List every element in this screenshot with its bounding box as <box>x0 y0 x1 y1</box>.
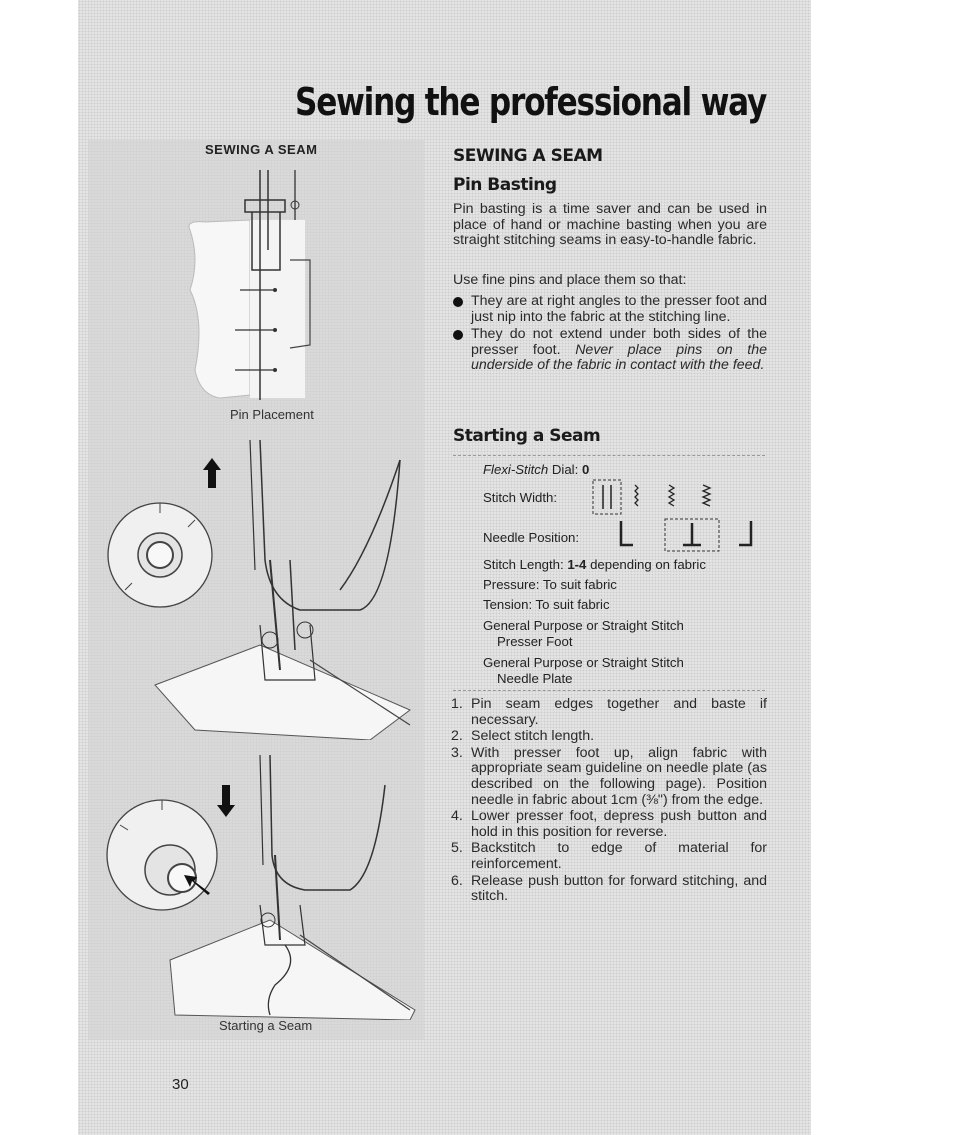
steps-list <box>451 697 767 906</box>
pin-basting-intro: Pin basting is a time saver and can be used in place of hand or machine basting when you are straight stitching seams in easy-to-handle fabric. <box>453 201 767 249</box>
pin-basting-heading: Pin Basting <box>453 175 557 195</box>
step-item: 2. Select stitch length. <box>451 728 595 745</box>
machine-foot-down-illustration <box>100 755 420 1020</box>
section-heading: SEWING A SEAM <box>453 146 603 166</box>
bullet-dot-icon <box>453 297 463 307</box>
machine-settings-box <box>453 455 767 691</box>
dial-setting: Flexi-Stitch Dial: 0 <box>483 462 590 477</box>
needle-plate-setting-line1: General Purpose or Straight Stitch <box>483 655 684 670</box>
needle-position-icons <box>613 517 763 553</box>
caption-starting-seam: Starting a Seam <box>219 1018 313 1033</box>
pin-basting-use-line: Use fine pins and place them so that: <box>453 272 687 288</box>
stitch-width-setting: Stitch Width: <box>483 490 558 505</box>
pin-basting-bullets <box>453 294 767 376</box>
bullet-item: They do not extend under both sides of the presser foot. Never place pins on the underside of the fabric in contact with the feed. <box>453 327 767 374</box>
page-title: Sewing the professional way <box>295 80 767 124</box>
illustration-heading: SEWING A SEAM <box>205 142 318 157</box>
needle-position-setting: Needle Position: <box>483 530 580 545</box>
presser-foot-setting-line1: General Purpose or Straight Stitch <box>483 618 684 633</box>
settings-bottom-rule <box>453 690 765 691</box>
step-item: 1. Pin seam edges together and baste if necessary. <box>451 696 767 728</box>
stitch-width-icons <box>591 477 766 517</box>
tension-setting: Tension: To suit fabric <box>483 597 610 612</box>
step-item: 3. With presser foot up, align fabric with appropriate seam guideline on needle plate (as described on the following page). Position needle in fabric about 1cm (⅜") from the edge. <box>451 744 767 808</box>
pin-placement-illustration <box>180 170 340 405</box>
bullet-dot-icon <box>453 330 463 340</box>
caption-pin-placement: Pin Placement <box>230 407 314 422</box>
bullet-italic-note: Never place pins on the underside of the fabric in contact with the feed. <box>471 341 767 374</box>
page-number: 30 <box>172 1076 189 1093</box>
starting-seam-heading: Starting a Seam <box>453 426 601 446</box>
step-item: 6. Release push button for forward stitching, and stitch. <box>451 872 767 905</box>
presser-foot-setting-line2: Presser Foot <box>497 634 573 649</box>
machine-foot-up-illustration <box>100 440 420 740</box>
pressure-setting: Pressure: To suit fabric <box>483 577 617 592</box>
bullet-item: They are at right angles to the presser foot and just nip into the fabric at the stitching line. <box>453 294 767 325</box>
step-item: 5. Backstitch to edge of material for reinforcement. <box>451 840 767 872</box>
needle-plate-setting-line2: Needle Plate <box>497 671 573 686</box>
step-item: 4. Lower presser foot, depress push button and hold in this position for reverse. <box>451 808 767 840</box>
stitch-length-setting: Stitch Length: 1-4 depending on fabric <box>483 557 706 572</box>
settings-top-rule <box>453 455 765 456</box>
